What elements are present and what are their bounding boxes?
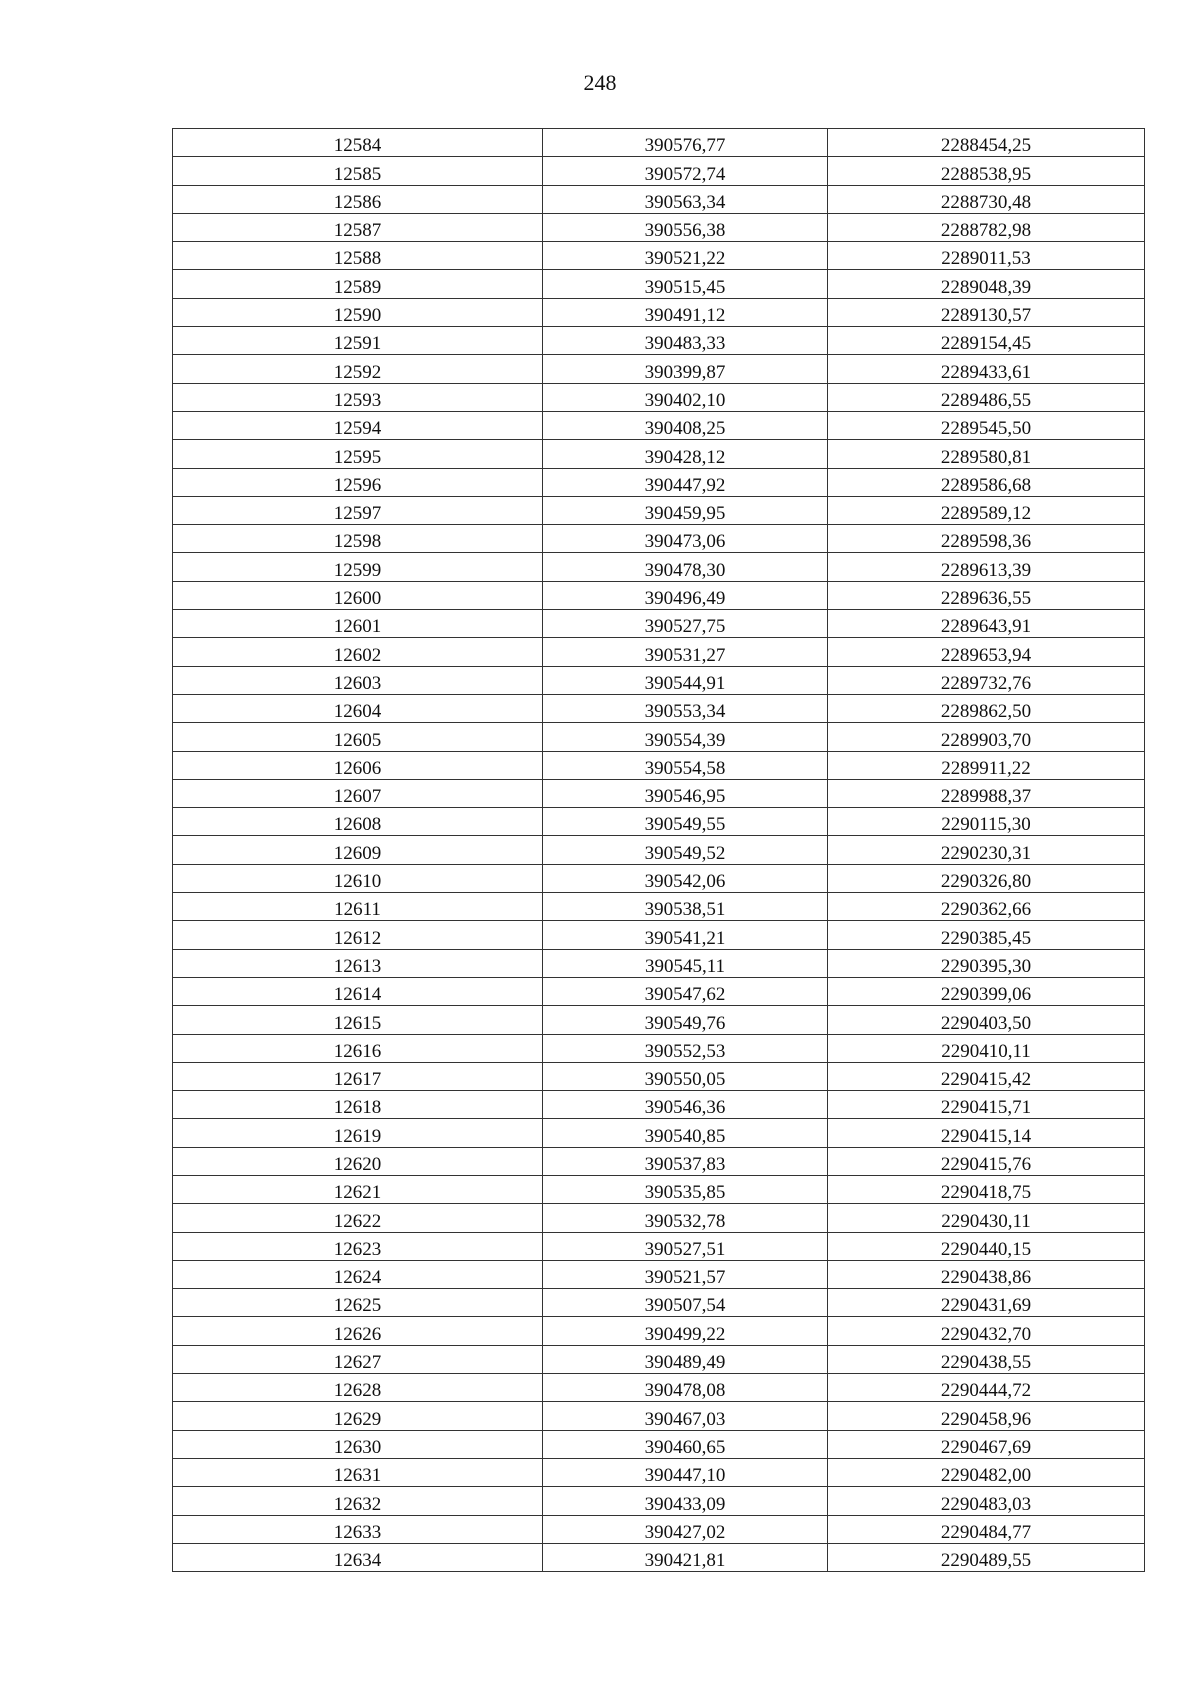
x-coordinate-cell: 390537,83 xyxy=(543,1147,828,1175)
table-row xyxy=(173,270,1145,298)
x-coordinate-cell: 390421,81 xyxy=(543,1543,828,1571)
y-coordinate-cell: 2289011,53 xyxy=(828,242,1145,270)
x-coordinate-cell: 390527,51 xyxy=(543,1232,828,1260)
y-coordinate-cell: 2289580,81 xyxy=(828,440,1145,468)
x-coordinate-cell: 390473,06 xyxy=(543,525,828,553)
y-coordinate-cell: 2290385,45 xyxy=(828,921,1145,949)
point-number-cell: 12612 xyxy=(173,921,543,949)
point-number-cell: 12604 xyxy=(173,694,543,722)
table-row xyxy=(173,610,1145,638)
point-number-cell: 12618 xyxy=(173,1091,543,1119)
point-number-cell: 12631 xyxy=(173,1458,543,1486)
point-number-cell: 12590 xyxy=(173,298,543,326)
x-coordinate-cell: 390532,78 xyxy=(543,1204,828,1232)
y-coordinate-cell: 2289988,37 xyxy=(828,779,1145,807)
x-coordinate-cell: 390554,58 xyxy=(543,751,828,779)
y-coordinate-cell: 2289911,22 xyxy=(828,751,1145,779)
x-coordinate-cell: 390467,03 xyxy=(543,1402,828,1430)
x-coordinate-cell: 390527,75 xyxy=(543,610,828,638)
x-coordinate-cell: 390399,87 xyxy=(543,355,828,383)
table-row xyxy=(173,1317,1145,1345)
point-number-cell: 12597 xyxy=(173,496,543,524)
table-row xyxy=(173,1091,1145,1119)
point-number-cell: 12614 xyxy=(173,977,543,1005)
y-coordinate-cell: 2290458,96 xyxy=(828,1402,1145,1430)
point-number-cell: 12624 xyxy=(173,1260,543,1288)
point-number-cell: 12585 xyxy=(173,157,543,185)
y-coordinate-cell: 2289589,12 xyxy=(828,496,1145,524)
table-row xyxy=(173,977,1145,1005)
y-coordinate-cell: 2290438,86 xyxy=(828,1260,1145,1288)
table-row xyxy=(173,1487,1145,1515)
table-row xyxy=(173,666,1145,694)
x-coordinate-cell: 390478,08 xyxy=(543,1374,828,1402)
table-row xyxy=(173,440,1145,468)
x-coordinate-cell: 390491,12 xyxy=(543,298,828,326)
x-coordinate-cell: 390535,85 xyxy=(543,1175,828,1203)
point-number-cell: 12589 xyxy=(173,270,543,298)
point-number-cell: 12621 xyxy=(173,1175,543,1203)
table-row xyxy=(173,157,1145,185)
x-coordinate-cell: 390549,55 xyxy=(543,808,828,836)
x-coordinate-cell: 390545,11 xyxy=(543,949,828,977)
point-number-cell: 12610 xyxy=(173,864,543,892)
table-row xyxy=(173,779,1145,807)
table-row xyxy=(173,298,1145,326)
y-coordinate-cell: 2289154,45 xyxy=(828,327,1145,355)
table-row xyxy=(173,1034,1145,1062)
y-coordinate-cell: 2289130,57 xyxy=(828,298,1145,326)
y-coordinate-cell: 2288538,95 xyxy=(828,157,1145,185)
x-coordinate-cell: 390515,45 xyxy=(543,270,828,298)
y-coordinate-cell: 2289613,39 xyxy=(828,553,1145,581)
x-coordinate-cell: 390521,22 xyxy=(543,242,828,270)
point-number-cell: 12593 xyxy=(173,383,543,411)
y-coordinate-cell: 2290431,69 xyxy=(828,1289,1145,1317)
x-coordinate-cell: 390542,06 xyxy=(543,864,828,892)
point-number-cell: 12617 xyxy=(173,1062,543,1090)
y-coordinate-cell: 2290430,11 xyxy=(828,1204,1145,1232)
x-coordinate-cell: 390550,05 xyxy=(543,1062,828,1090)
point-number-cell: 12592 xyxy=(173,355,543,383)
y-coordinate-cell: 2289048,39 xyxy=(828,270,1145,298)
y-coordinate-cell: 2288730,48 xyxy=(828,185,1145,213)
y-coordinate-cell: 2289653,94 xyxy=(828,638,1145,666)
table-row xyxy=(173,327,1145,355)
point-number-cell: 12611 xyxy=(173,893,543,921)
y-coordinate-cell: 2290432,70 xyxy=(828,1317,1145,1345)
table-row xyxy=(173,213,1145,241)
x-coordinate-cell: 390521,57 xyxy=(543,1260,828,1288)
table-row xyxy=(173,893,1145,921)
x-coordinate-cell: 390483,33 xyxy=(543,327,828,355)
point-number-cell: 12603 xyxy=(173,666,543,694)
table-row xyxy=(173,185,1145,213)
x-coordinate-cell: 390547,62 xyxy=(543,977,828,1005)
y-coordinate-cell: 2290362,66 xyxy=(828,893,1145,921)
table-row xyxy=(173,1430,1145,1458)
x-coordinate-cell: 390549,52 xyxy=(543,836,828,864)
point-number-cell: 12622 xyxy=(173,1204,543,1232)
point-number-cell: 12626 xyxy=(173,1317,543,1345)
point-number-cell: 12627 xyxy=(173,1345,543,1373)
table-row xyxy=(173,638,1145,666)
point-number-cell: 12598 xyxy=(173,525,543,553)
y-coordinate-cell: 2290326,80 xyxy=(828,864,1145,892)
point-number-cell: 12599 xyxy=(173,553,543,581)
table-row xyxy=(173,553,1145,581)
table-row xyxy=(173,1543,1145,1571)
table-row xyxy=(173,1289,1145,1317)
coordinate-table xyxy=(172,128,1145,1572)
point-number-cell: 12629 xyxy=(173,1402,543,1430)
table-row xyxy=(173,836,1145,864)
point-number-cell: 12601 xyxy=(173,610,543,638)
point-number-cell: 12625 xyxy=(173,1289,543,1317)
table-body xyxy=(173,129,1145,1572)
table-row xyxy=(173,242,1145,270)
y-coordinate-cell: 2290415,71 xyxy=(828,1091,1145,1119)
x-coordinate-cell: 390460,65 xyxy=(543,1430,828,1458)
point-number-cell: 12615 xyxy=(173,1006,543,1034)
point-number-cell: 12623 xyxy=(173,1232,543,1260)
point-number-cell: 12616 xyxy=(173,1034,543,1062)
table-row xyxy=(173,751,1145,779)
y-coordinate-cell: 2288782,98 xyxy=(828,213,1145,241)
point-number-cell: 12620 xyxy=(173,1147,543,1175)
y-coordinate-cell: 2289598,36 xyxy=(828,525,1145,553)
y-coordinate-cell: 2289643,91 xyxy=(828,610,1145,638)
x-coordinate-cell: 390572,74 xyxy=(543,157,828,185)
x-coordinate-cell: 390427,02 xyxy=(543,1515,828,1543)
x-coordinate-cell: 390507,54 xyxy=(543,1289,828,1317)
x-coordinate-cell: 390531,27 xyxy=(543,638,828,666)
table-row xyxy=(173,1204,1145,1232)
point-number-cell: 12600 xyxy=(173,581,543,609)
table-row xyxy=(173,1119,1145,1147)
y-coordinate-cell: 2290415,14 xyxy=(828,1119,1145,1147)
point-number-cell: 12628 xyxy=(173,1374,543,1402)
y-coordinate-cell: 2290484,77 xyxy=(828,1515,1145,1543)
table-row xyxy=(173,525,1145,553)
y-coordinate-cell: 2290418,75 xyxy=(828,1175,1145,1203)
x-coordinate-cell: 390546,95 xyxy=(543,779,828,807)
x-coordinate-cell: 390552,53 xyxy=(543,1034,828,1062)
y-coordinate-cell: 2290115,30 xyxy=(828,808,1145,836)
table-row xyxy=(173,1458,1145,1486)
y-coordinate-cell: 2290399,06 xyxy=(828,977,1145,1005)
table-row xyxy=(173,1147,1145,1175)
y-coordinate-cell: 2290467,69 xyxy=(828,1430,1145,1458)
x-coordinate-cell: 390447,10 xyxy=(543,1458,828,1486)
y-coordinate-cell: 2289732,76 xyxy=(828,666,1145,694)
point-number-cell: 12630 xyxy=(173,1430,543,1458)
point-number-cell: 12587 xyxy=(173,213,543,241)
y-coordinate-cell: 2290403,50 xyxy=(828,1006,1145,1034)
y-coordinate-cell: 2290483,03 xyxy=(828,1487,1145,1515)
y-coordinate-cell: 2289433,61 xyxy=(828,355,1145,383)
y-coordinate-cell: 2290230,31 xyxy=(828,836,1145,864)
x-coordinate-cell: 390541,21 xyxy=(543,921,828,949)
point-number-cell: 12594 xyxy=(173,411,543,439)
table-row xyxy=(173,921,1145,949)
point-number-cell: 12591 xyxy=(173,327,543,355)
point-number-cell: 12608 xyxy=(173,808,543,836)
x-coordinate-cell: 390544,91 xyxy=(543,666,828,694)
point-number-cell: 12609 xyxy=(173,836,543,864)
table-row xyxy=(173,496,1145,524)
y-coordinate-cell: 2290489,55 xyxy=(828,1543,1145,1571)
y-coordinate-cell: 2289636,55 xyxy=(828,581,1145,609)
table-row xyxy=(173,1515,1145,1543)
table-row xyxy=(173,1260,1145,1288)
table-row xyxy=(173,1175,1145,1203)
x-coordinate-cell: 390489,49 xyxy=(543,1345,828,1373)
y-coordinate-cell: 2289545,50 xyxy=(828,411,1145,439)
table-row xyxy=(173,129,1145,157)
table-row xyxy=(173,1232,1145,1260)
y-coordinate-cell: 2290415,42 xyxy=(828,1062,1145,1090)
x-coordinate-cell: 390496,49 xyxy=(543,581,828,609)
x-coordinate-cell: 390459,95 xyxy=(543,496,828,524)
y-coordinate-cell: 2290482,00 xyxy=(828,1458,1145,1486)
y-coordinate-cell: 2288454,25 xyxy=(828,129,1145,157)
point-number-cell: 12613 xyxy=(173,949,543,977)
point-number-cell: 12633 xyxy=(173,1515,543,1543)
y-coordinate-cell: 2290438,55 xyxy=(828,1345,1145,1373)
table-row xyxy=(173,355,1145,383)
table-row xyxy=(173,1374,1145,1402)
table-row xyxy=(173,1062,1145,1090)
y-coordinate-cell: 2290410,11 xyxy=(828,1034,1145,1062)
x-coordinate-cell: 390538,51 xyxy=(543,893,828,921)
x-coordinate-cell: 390553,34 xyxy=(543,694,828,722)
x-coordinate-cell: 390549,76 xyxy=(543,1006,828,1034)
y-coordinate-cell: 2290415,76 xyxy=(828,1147,1145,1175)
y-coordinate-cell: 2289586,68 xyxy=(828,468,1145,496)
table-row xyxy=(173,723,1145,751)
x-coordinate-cell: 390499,22 xyxy=(543,1317,828,1345)
table-row xyxy=(173,1402,1145,1430)
point-number-cell: 12596 xyxy=(173,468,543,496)
x-coordinate-cell: 390540,85 xyxy=(543,1119,828,1147)
table-row xyxy=(173,581,1145,609)
point-number-cell: 12632 xyxy=(173,1487,543,1515)
table-row xyxy=(173,383,1145,411)
point-number-cell: 12634 xyxy=(173,1543,543,1571)
y-coordinate-cell: 2289486,55 xyxy=(828,383,1145,411)
table-row xyxy=(173,808,1145,836)
point-number-cell: 12619 xyxy=(173,1119,543,1147)
table-row xyxy=(173,1006,1145,1034)
table-row xyxy=(173,949,1145,977)
x-coordinate-cell: 390408,25 xyxy=(543,411,828,439)
x-coordinate-cell: 390546,36 xyxy=(543,1091,828,1119)
y-coordinate-cell: 2289903,70 xyxy=(828,723,1145,751)
page-number: 248 xyxy=(583,70,617,95)
table-row xyxy=(173,468,1145,496)
y-coordinate-cell: 2290395,30 xyxy=(828,949,1145,977)
y-coordinate-cell: 2290444,72 xyxy=(828,1374,1145,1402)
x-coordinate-cell: 390576,77 xyxy=(543,129,828,157)
table-row xyxy=(173,694,1145,722)
point-number-cell: 12602 xyxy=(173,638,543,666)
point-number-cell: 12606 xyxy=(173,751,543,779)
point-number-cell: 12584 xyxy=(173,129,543,157)
point-number-cell: 12595 xyxy=(173,440,543,468)
x-coordinate-cell: 390554,39 xyxy=(543,723,828,751)
table-row xyxy=(173,411,1145,439)
x-coordinate-cell: 390556,38 xyxy=(543,213,828,241)
point-number-cell: 12607 xyxy=(173,779,543,807)
y-coordinate-cell: 2289862,50 xyxy=(828,694,1145,722)
x-coordinate-cell: 390433,09 xyxy=(543,1487,828,1515)
x-coordinate-cell: 390428,12 xyxy=(543,440,828,468)
point-number-cell: 12586 xyxy=(173,185,543,213)
point-number-cell: 12605 xyxy=(173,723,543,751)
table-row xyxy=(173,1345,1145,1373)
y-coordinate-cell: 2290440,15 xyxy=(828,1232,1145,1260)
x-coordinate-cell: 390447,92 xyxy=(543,468,828,496)
x-coordinate-cell: 390478,30 xyxy=(543,553,828,581)
table-row xyxy=(173,864,1145,892)
x-coordinate-cell: 390402,10 xyxy=(543,383,828,411)
point-number-cell: 12588 xyxy=(173,242,543,270)
x-coordinate-cell: 390563,34 xyxy=(543,185,828,213)
